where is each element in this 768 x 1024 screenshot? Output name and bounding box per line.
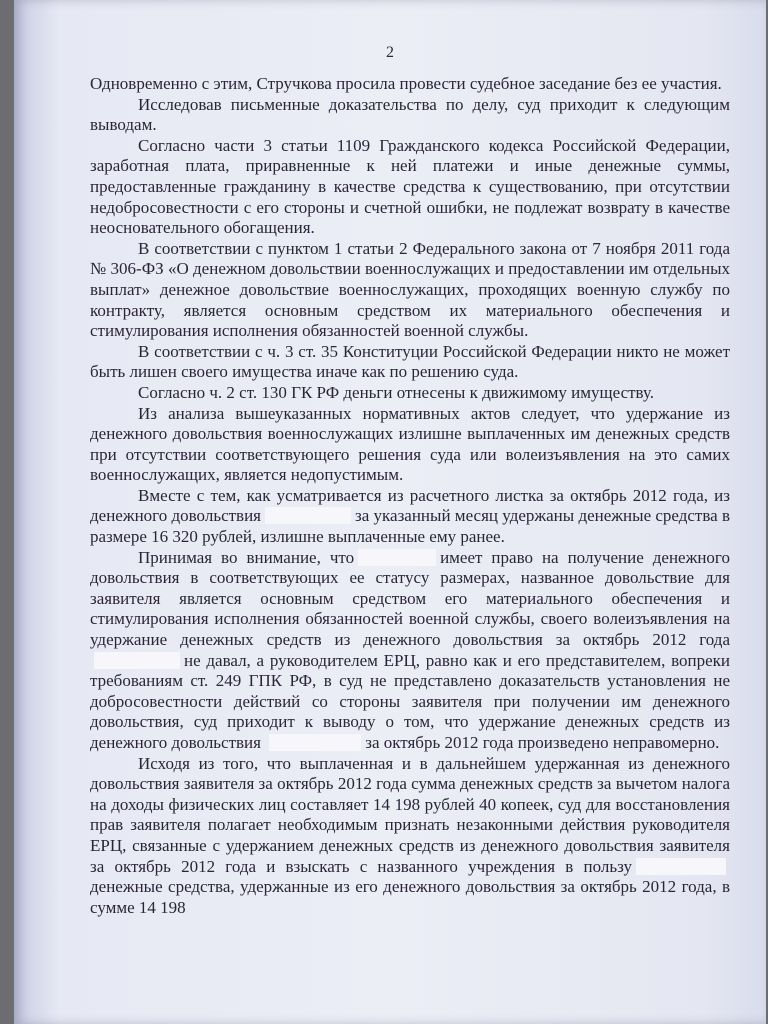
redacted-name [94,652,180,669]
paragraph-8 [90,486,730,548]
paragraph-4: В соответствии с пунктом 1 статьи 2 Федерального закона от 7 ноября 2011 года № 306-ФЗ «О денежном довольствии военнослужащих и предоставлении им отдельных выплат» денежное довольствие военнослужащих, проходящих военную службу по контракту, является основным средством их материального обеспечения и стимулирования исполнения обязанностей военной службы. [90,238,730,341]
paragraph-3: Согласно части 3 статьи 1109 Гражданского кодекса Российской Федерации, заработная плата, приравненные к ней платежи и иные денежные суммы, предоставленные гражданину в качестве средства к существованию, при отсутствии недобросовестности с его стороны и счетной ошибки, не подлежат возврату в качестве неосновательного обогащения. [90,135,730,238]
document-page [14,0,766,1024]
paragraph-9 [90,548,730,754]
redacted-name [358,549,436,566]
paragraph-10 [90,754,730,919]
paragraph-2: Исследовав письменные доказательства по делу, суд приходит к следующим выводам. [90,94,730,135]
redacted-name [636,858,726,875]
redacted-name [269,734,361,751]
paragraph-10-part-a: Исходя из того, что выплаченная и в дальнейшем удержанная из денежного довольствия заявителя за октябрь 2012 года сумма денежных средств за вычетом налога на доходы физических лиц составляет 14 198 рублей 40 копеек, суд для восстановления прав заявителя полагает необходимым признать незаконными действия руководителя ЕРЦ, связанные с удержанием денежных средств из денежного довольствия заявителя за октябрь 2012 года и взыскать с названного учреждения в пользу [90,753,730,876]
paragraph-9-part-c: не давал, а руководителем ЕРЦ, равно как и его представителем, вопреки требованиям ст. 249 ГПК РФ, в суд не представлено доказательств установления не добросовестности действий со стороны заявителя при получении им денежного довольствия, суд приходит к выводу о том, что удержание денежных средств из денежного довольствия [90,650,730,752]
paragraph-7: Из анализа вышеуказанных нормативных актов следует, что удержание из денежного довольствия военнослужащих излишне выплаченных им денежных средств при отсутствии соответствующего решения суда или волеизъявления на это самих военнослужащих, является недопустимым. [90,403,730,485]
paragraph-8-part-a: Вместе с тем, как усматривается из расчетного листка за октябрь 2012 года, из денежного довольствия [90,485,730,526]
paragraph-9-part-b: имеет право на получение денежного довольствия в соответствующих ее статусу размерах, названное довольствие для заявителя является основным средством его материального обеспечения и стимулирования исполнения обязанностей военной службы, своего волеизъявления на удержание денежных средств из денежного довольствия за октябрь 2012 года [90,547,730,650]
page-number: 2 [386,44,394,61]
paragraph-6: Согласно ч. 2 ст. 130 ГК РФ деньги отнесены к движимому имуществу. [138,382,655,402]
paragraph-9-part-d: за октябрь 2012 года произведено неправомерно. [365,733,720,752]
redacted-name [265,507,351,524]
paragraph-5: В соответствии с ч. 3 ст. 35 Конституции Российской Федерации никто не может быть лишен своего имущества иначе как по решению суда. [90,341,730,382]
paragraph-1: Одновременно с этим, Стручкова просила провести судебное заседание без ее участия. [90,74,722,93]
paragraph-10-part-b: денежные средства, удержанные из его денежного довольствия за октябрь 2012 года, в сумме 14 198 [90,877,730,917]
paragraph-8-part-b: за указанный месяц удержаны денежные средства в размере 16 320 рублей, излишне выплаченные ему ранее. [90,506,731,547]
paragraph-9-part-a: Принимая во внимание, что [138,547,355,567]
document-body [90,74,730,918]
